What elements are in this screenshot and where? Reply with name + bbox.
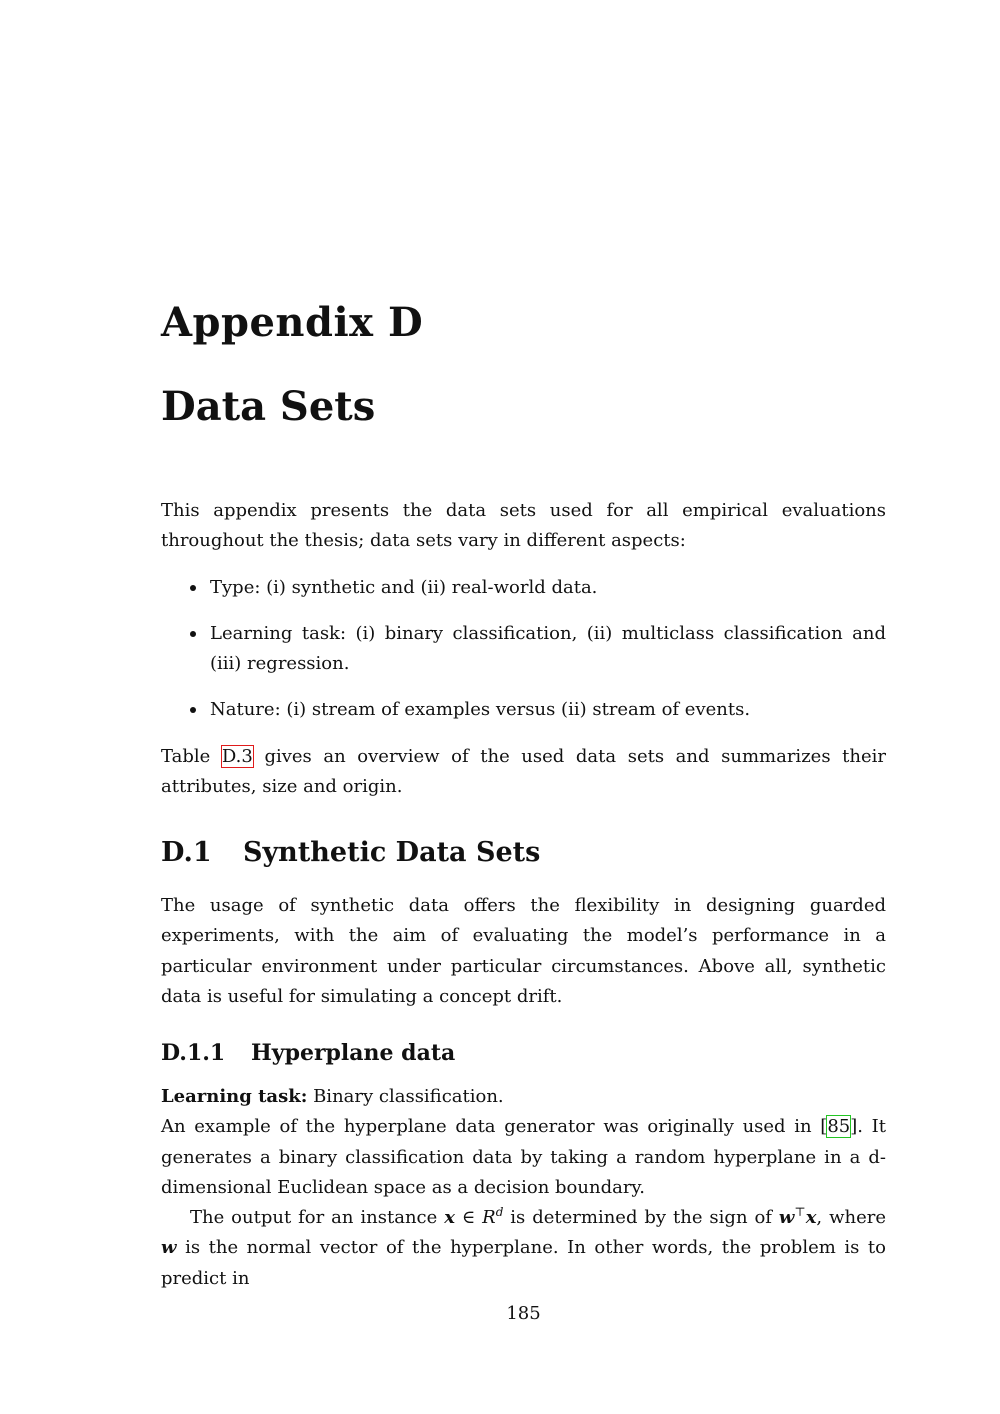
subsection-d11-body <box>161 1082 886 1294</box>
bullet-icon <box>190 707 196 713</box>
subsection-heading: D.1.1 Hyperplane data <box>161 1040 456 1066</box>
bullet-icon <box>190 585 196 591</box>
section-d1-body <box>161 891 886 1012</box>
section-heading: D.1 Synthetic Data Sets <box>161 837 541 868</box>
bullet-icon <box>190 631 196 637</box>
list-item: Nature: (i) stream of examples versus (ii) stream of events. <box>161 695 886 725</box>
learning-task-line: Learning task: Binary classification. <box>161 1086 504 1107</box>
list-item: Learning task: (i) binary classification, (ii) multiclass classification and (iii) regression. <box>161 619 886 680</box>
aspects-list <box>161 573 886 726</box>
table-overview-paragraph: Table D.3 gives an overview of the used data sets and summarizes their attributes, size and origin. <box>161 745 886 798</box>
citation-link[interactable]: 85 <box>827 1116 851 1138</box>
chapter-label: Appendix D <box>161 299 424 346</box>
intro-block <box>161 496 886 802</box>
hyperplane-paragraph: An example of the hyperplane data generator was originally used in [85]. It generates a binary classification data by taking a random hyperplane in a d-dimensional Euclidean space as a decision boundary. <box>161 1116 886 1198</box>
page-number: 185 <box>506 1303 541 1324</box>
list-item: Type: (i) synthetic and (ii) real-world data. <box>161 573 886 603</box>
output-paragraph: The output for an instance x ∈ $R^d$ is determined by the sign of w⊤x, where w is the normal vector of the hyperplane. In other words, the problem is to predict in <box>161 1205 886 1289</box>
chapter-title: Data Sets <box>161 383 376 430</box>
table-reference-link[interactable]: D.3 <box>221 745 253 767</box>
intro-paragraph: This appendix presents the data sets used for all empirical evaluations throughout the thesis; data sets vary in different aspects: <box>161 500 886 552</box>
synthetic-paragraph: The usage of synthetic data offers the flexibility in designing guarded experiments, with the aim of evaluating the model’s performance in a particular environment under particular circumstances. Above all, synthetic data is useful for simulating a concept drift. <box>161 895 886 1007</box>
